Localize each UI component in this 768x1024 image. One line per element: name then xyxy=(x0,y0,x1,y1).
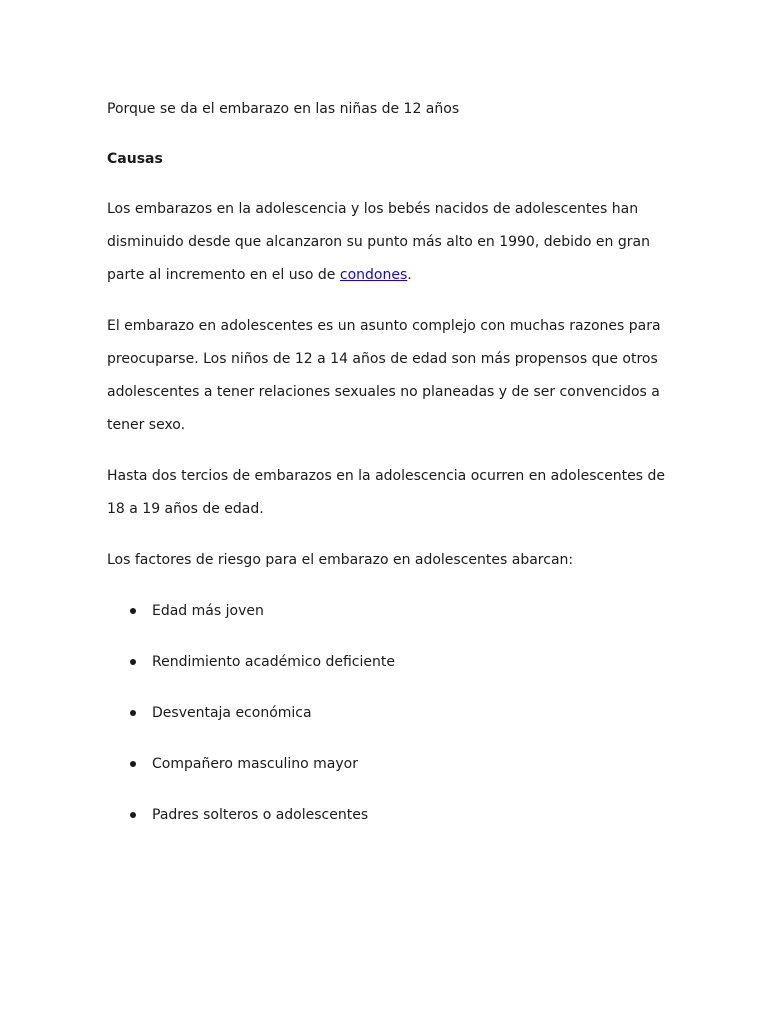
section-heading-causas: Causas xyxy=(107,151,163,167)
bullet-icon xyxy=(130,812,136,818)
list-item-label: Padres solteros o adolescentes xyxy=(152,807,369,823)
list-item-label: Rendimiento académico deficiente xyxy=(152,654,395,670)
list-item xyxy=(107,799,668,832)
bullet-icon xyxy=(130,761,136,767)
paragraph-3: Hasta dos tercios de embarazos en la adolescencia ocurren en adolescentes de 18 a 19 años de edad. xyxy=(107,468,666,517)
list-item-label: Compañero masculino mayor xyxy=(152,756,358,772)
list-item-label: Edad más joven xyxy=(152,603,264,619)
document-title: Porque se da el embarazo en las niñas de 12 años xyxy=(107,101,460,117)
paragraph-4: Los factores de riesgo para el embarazo en adolescentes abarcan: xyxy=(107,552,574,568)
list-item xyxy=(107,646,668,679)
list-item xyxy=(107,697,668,730)
bullet-icon xyxy=(130,608,136,614)
paragraph-1-end: . xyxy=(407,267,412,283)
risk-factors-list xyxy=(107,595,668,832)
paragraph-2: El embarazo en adolescentes es un asunto complejo con muchas razones para preocuparse. Los niños de 12 a 14 años de edad son más propensos que otros adolescentes a tener relaciones sexuales no planeadas y de ser convencidos a tener sexo. xyxy=(107,318,661,433)
list-item xyxy=(107,595,668,628)
condones-link[interactable]: condones xyxy=(339,267,408,283)
bullet-icon xyxy=(130,710,136,716)
paragraph-1 xyxy=(107,193,668,292)
list-item xyxy=(107,748,668,781)
list-item-label: Desventaja económica xyxy=(152,705,312,721)
bullet-icon xyxy=(130,659,136,665)
paragraph-1-text: Los embarazos en la adolescencia y los bebés nacidos de adolescentes han disminuido desde que alcanzaron su punto más alto en 1990, debido en gran parte al incremento en el uso de xyxy=(107,201,650,283)
